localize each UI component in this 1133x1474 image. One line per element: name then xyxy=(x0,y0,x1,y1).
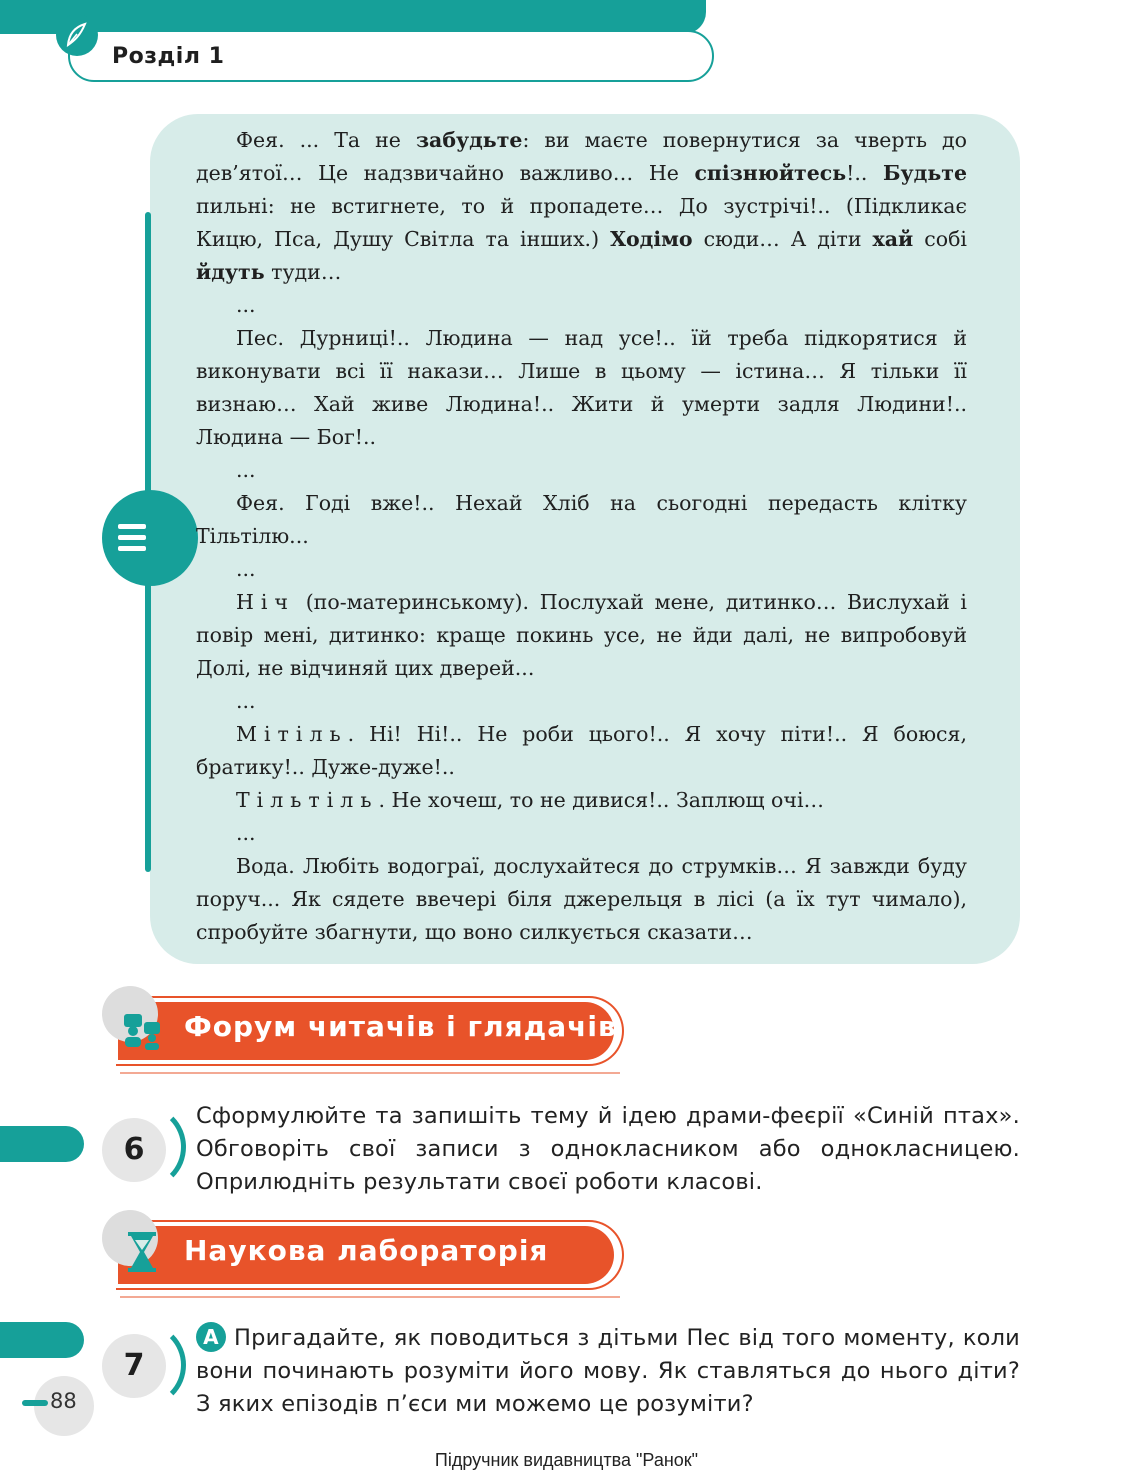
task-7-question: Пригадайте, як поводиться з дітьми Пес від того моменту, коли вони починають розуміти його мову. Як ставляться до нього діти? З яких епізодів п’єси ми можемо це розуміти? xyxy=(196,1325,1020,1417)
section-label: Розділ 1 xyxy=(112,44,225,69)
feather-icon xyxy=(56,14,98,56)
readers-discussion-icon xyxy=(118,1004,166,1052)
ellipsis-separator: ... xyxy=(236,821,256,845)
reading-paragraph: Ніч (по-материнському). Послухай мене, дитинко… Вислухай і повір мені, дитинко: краще покинь усе, не йди далі, не випробовуй Долі, не відчиняй цих дверей... xyxy=(196,590,967,680)
reading-paragraph: Вода. Любіть водограї, дослухайтеся до струмків… Я завжди буду поруч... Як сядете ввечері біля джерельця в лісі (а їх тут чимало), спробуйте збагнути, що воно силкується сказати… xyxy=(196,854,967,944)
task-6-bar xyxy=(0,1126,84,1162)
reading-paragraph: Тільтіль. Не хочеш, то не дивися!.. Заплющ очі… xyxy=(236,788,824,812)
lab-title: Наукова лабораторія xyxy=(184,1234,549,1267)
page-number-dash xyxy=(22,1400,48,1406)
task-7-text xyxy=(196,1322,1020,1421)
ellipsis-separator: ... xyxy=(236,557,256,581)
reading-paragraph: Фея. ... Та не забудьте: ви маєте повернутися за чверть до дев’ятої… Це надзвичайно важливо… Не спізнюйтесь!.. Будьте пильні: не встигнете, то й пропадете… До зустрічі!.. (Підкликає Кицю, Пса, Душу Світла та інших.) Ходімо сюди… А діти хай собі йдуть туди… xyxy=(196,128,967,284)
level-a-badge: А xyxy=(196,1322,226,1352)
hourglass-icon xyxy=(118,1228,166,1276)
header-band xyxy=(0,0,706,34)
lab-section-banner xyxy=(116,1220,626,1290)
task-7-number: 7 xyxy=(102,1334,166,1398)
ellipsis-separator: ... xyxy=(236,293,256,317)
page-number: 88 xyxy=(50,1389,77,1413)
reading-paragraph: Пес. Дурниці!.. Людина — над усе!.. їй треба підкорятися й виконувати всі її накази… Лише в цьому — істина… Я тільки її визнаю… Хай живе Людина!.. Жити й умерти задля Людини!.. Людина — Бог!.. xyxy=(196,326,967,449)
task-6-text: Сформулюйте та запишіть тему й ідею драми-феєрії «Синій птах». Обговоріть свої записи з однокласником або однокласницею. Оприлюдніть результати своєї роботи класові. xyxy=(196,1103,1020,1195)
forum-title: Форум читачів і глядачів xyxy=(184,1010,617,1043)
ellipsis-separator: ... xyxy=(236,458,256,482)
task-6-number: 6 xyxy=(102,1118,166,1182)
reading-text xyxy=(196,124,967,949)
task-7-bar xyxy=(0,1322,84,1358)
menu-lines-icon xyxy=(102,490,198,586)
publisher-footer: Підручник видавництва "Ранок" xyxy=(434,1450,699,1470)
ellipsis-separator: ... xyxy=(236,689,256,713)
section-header xyxy=(68,30,714,82)
reading-paragraph: Фея. Годі вже!.. Нехай Хліб на сьогодні передасть клітку Тільтілю... xyxy=(196,491,967,548)
forum-section-banner xyxy=(116,996,626,1066)
reading-paragraph: Мітіль. Ні! Ні!.. Не роби цього!.. Я хочу піти!.. Я боюся, братику!.. Дуже-дуже!.. xyxy=(196,722,967,779)
